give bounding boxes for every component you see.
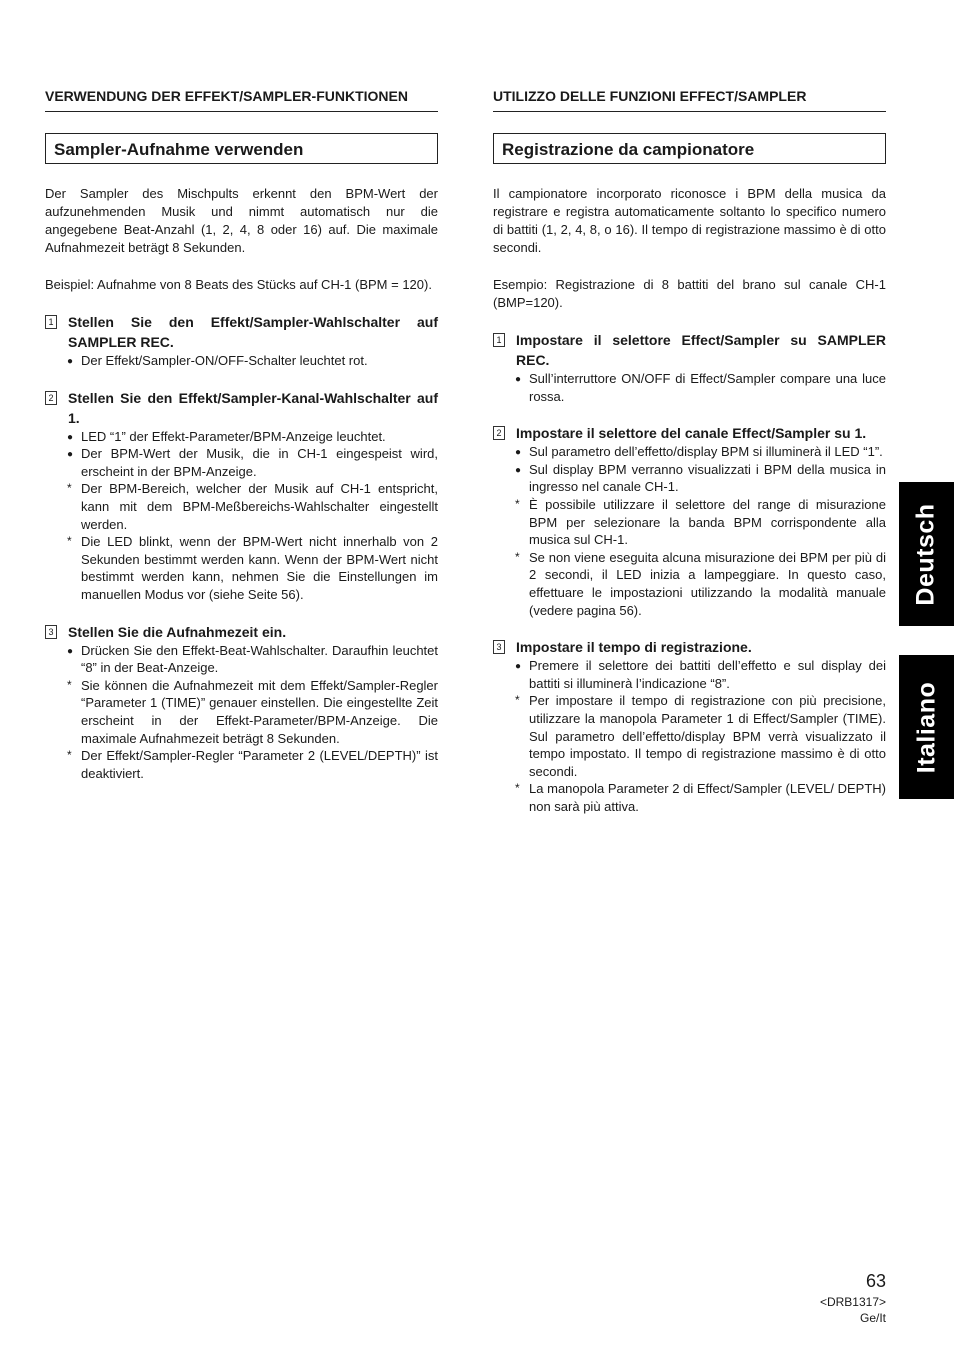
list-item: * Der BPM-Bereich, welcher der Musik auf CH-1 entspricht, kann mit dem BPM-Meßbereichs-Wahlschalter eingestellt werden. xyxy=(67,481,438,532)
list-item: ● Sul parametro dell’effetto/display BPM si illuminerà il LED “1”. xyxy=(493,443,886,461)
language-tab-deutsch xyxy=(899,482,954,626)
step-title: Stellen Sie den Effekt/Sampler-Kanal-Wahlschalter auf 1. xyxy=(68,389,438,426)
asterisk-icon: * xyxy=(67,534,72,549)
step-1 xyxy=(493,330,886,405)
list-item: * Sie können die Aufnahmezeit mit dem Effekt/Sampler-Regler “Parameter 1 (TIME)” genauer einstellen. Die eingestellte Zeit erscheint in der Effekt-Parameter/BPM-Anzeige. Die maximale Aufnahmezeit beträgt 8 Sekunden. xyxy=(67,677,438,746)
intro-paragraph: Der Sampler des Mischpults erkennt den BPM-Wert der aufzunehmenden Musik und nimmt automatisch nur die angegebene Beat-Anzahl (1, 2, 4, 8 oder 16) auf. Die maximale Aufnahmezeit beträgt 8 Sekunden. xyxy=(45,186,438,255)
list-item: ● Der Effekt/Sampler-ON/OFF-Schalter leuchtet rot. xyxy=(45,352,438,370)
step-title: Impostare il tempo di registrazione. xyxy=(516,639,752,656)
list-item: ● Premere il selettore dei battiti dell’effetto e sul display dei battiti si illuminerà l’indicazione “8”. xyxy=(515,658,886,691)
section-title: UTILIZZO DELLE FUNZIONI EFFECT/SAMPLER xyxy=(493,88,886,112)
step-title: Stellen Sie die Aufnahmezeit ein. xyxy=(68,623,287,640)
language-tab-italiano xyxy=(899,655,954,799)
subtitle-box: Registrazione da campionatore xyxy=(493,133,886,164)
list-item: ● Sull’interruttore ON/OFF di Effect/Sampler compare una luce rossa. xyxy=(515,371,886,404)
doc-code-text: <DRB1317> xyxy=(819,1295,886,1309)
subtitle-box: Sampler-Aufnahme verwenden xyxy=(45,133,438,164)
step-title: Stellen Sie den Effekt/Sampler-Wahlschalter auf SAMPLER REC. xyxy=(68,314,438,350)
step-2 xyxy=(493,423,886,619)
step-number-box: 3 xyxy=(45,625,57,639)
step-2 xyxy=(45,388,438,604)
list-item: * La manopola Parameter 2 di Effect/Sampler (LEVEL/ DEPTH) non sarà più attiva. xyxy=(515,781,886,814)
step-number-box: 1 xyxy=(493,333,505,347)
example-paragraph: Esempio: Registrazione di 8 battiti del brano sul canale CH-1 (BMP=120). xyxy=(493,277,886,310)
asterisk-icon: * xyxy=(515,496,520,511)
bullet-icon: ● xyxy=(67,356,74,367)
page-number: 63 xyxy=(865,1271,886,1291)
list-item: ● Drücken Sie den Effekt-Beat-Wahlschalter. Daraufhin leuchtet “8” in der Beat-Anzeige. xyxy=(67,642,438,676)
bullet-icon: ● xyxy=(515,464,522,476)
step-number-box: 3 xyxy=(493,640,505,654)
step-3 xyxy=(45,622,438,783)
list-item: * Per impostare il tempo di registrazione con più precisione, utilizzare la manopola Parameter 1 di Effect/Sampler (TIME). Sul parametro dell’effetto/display BPM verrà visualizzato il tempo impostato. Il tempo di registrazione massimo è di otto secondi. xyxy=(515,693,886,779)
step-title: Impostare il selettore Effect/Sampler su SAMPLER REC. xyxy=(516,332,886,368)
step-number-box: 1 xyxy=(45,315,57,329)
step-number-box: 2 xyxy=(493,426,505,440)
list-item: ● Der BPM-Wert der Musik, die in CH-1 eingespeist wird, erscheint in der BPM-Anzeige. xyxy=(67,446,438,479)
list-item: * Se non viene eseguita alcuna misurazione dei BPM per più di 2 secondi, il LED inizia a lampeggiare. In questo caso, effettuare le impostazioni utilizzando la modalità manuale (vedere pagina 56). xyxy=(515,549,886,618)
bullet-icon: ● xyxy=(67,431,74,443)
list-item: * Die LED blinkt, wenn der BPM-Wert nicht innerhalb von 2 Sekunden bestimmt werden kann. Wenn der BPM-Wert nicht bestimmt werden kann, nehmen Sie die Einstellungen im manuellen Modus vor (siehe Seite 56). xyxy=(67,534,438,602)
step-title: Impostare il selettore del canale Effect/Sampler su 1. xyxy=(516,425,867,442)
step-3 xyxy=(493,637,886,815)
intro-paragraph: Il campionatore incorporato riconosce i BPM della musica da registrare e registra automaticamente soltanto lo specifico numero di battiti (1, 2, 4, 8, o 16). Il tempo di registrazione massimo è di otto secondi. xyxy=(493,186,886,255)
language-tab-label: Deutsch xyxy=(912,502,941,606)
example-paragraph: Beispiel: Aufnahme von 8 Beats des Stücks auf CH-1 (BPM = 120). xyxy=(45,277,432,292)
step-1 xyxy=(45,312,438,370)
section-title: VERWENDUNG DER EFFEKT/SAMPLER-FUNKTIONEN xyxy=(45,88,438,112)
list-item: * Der Effekt/Sampler-Regler “Parameter 2 (LEVEL/DEPTH)” ist deaktiviert. xyxy=(67,748,438,781)
bullet-icon: ● xyxy=(515,447,522,459)
lang-code-text: Ge/It xyxy=(859,1311,886,1325)
asterisk-icon: * xyxy=(515,549,520,564)
language-tab-label: Italiano xyxy=(912,681,941,773)
asterisk-icon: * xyxy=(67,677,72,692)
list-item: * È possibile utilizzare il selettore del range di misurazione BPM per selezionare la banda BPM corrispondente alla musica sul CH-1. xyxy=(515,496,886,548)
bullet-icon: ● xyxy=(67,449,74,461)
asterisk-icon: * xyxy=(515,781,520,796)
bullet-icon: ● xyxy=(515,374,522,385)
step-number-box: 2 xyxy=(45,391,57,405)
bullet-icon: ● xyxy=(67,645,74,657)
document-code xyxy=(820,1294,886,1326)
bullet-icon: ● xyxy=(515,661,522,673)
asterisk-icon: * xyxy=(67,748,72,763)
italian-column xyxy=(493,88,886,815)
asterisk-icon: * xyxy=(515,693,520,708)
asterisk-icon: * xyxy=(67,481,72,496)
list-item: ● LED “1” der Effekt-Parameter/BPM-Anzeige leuchtet. xyxy=(45,428,438,446)
list-item: ● Sul display BPM verranno visualizzati i BPM della musica in ingresso nel canale CH-1. xyxy=(515,461,886,495)
german-column xyxy=(45,88,438,782)
